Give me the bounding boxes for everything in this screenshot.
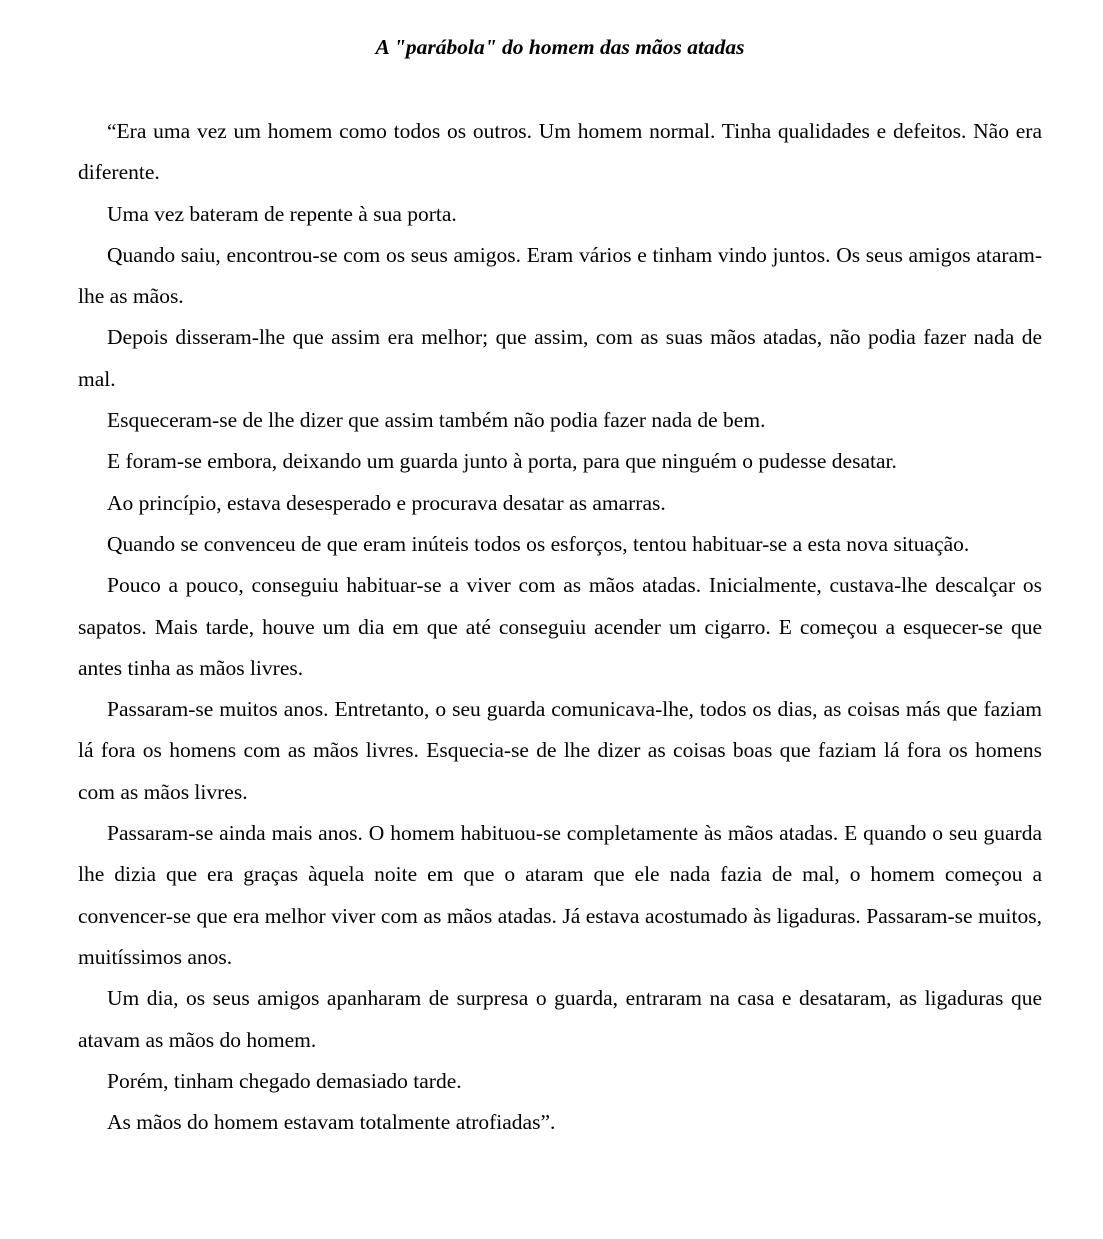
paragraph: Passaram-se muitos anos. Entretanto, o seu guarda comunicava-lhe, todos os dias, as coisas más que faziam lá fora os homens com as mãos livres. Esquecia-se de lhe dizer as coisas boas que faziam lá fora os homens com as mãos livres. xyxy=(78,697,1042,804)
paragraph: “Era uma vez um homem como todos os outros. Um homem normal. Tinha qualidades e defeitos. Não era diferente. xyxy=(78,119,1042,185)
paragraph: As mãos do homem estavam totalmente atrofiadas”. xyxy=(107,1110,556,1135)
paragraph: Uma vez bateram de repente à sua porta. xyxy=(107,201,457,226)
paragraph: Porém, tinham chegado demasiado tarde. xyxy=(107,1068,462,1093)
document-body xyxy=(78,111,1042,1143)
paragraph: Ao princípio, estava desesperado e procurava desatar as amarras. xyxy=(107,490,666,515)
paragraph: Depois disseram-lhe que assim era melhor; que assim, com as suas mãos atadas, não podia fazer nada de mal. xyxy=(78,325,1042,391)
paragraph: Um dia, os seus amigos apanharam de surpresa o guarda, entraram na casa e desataram, as ligaduras que atavam as mãos do homem. xyxy=(78,986,1042,1052)
paragraph: Quando saiu, encontrou-se com os seus amigos. Eram vários e tinham vindo juntos. Os seus amigos ataram-lhe as mãos. xyxy=(78,242,1042,309)
paragraph: E foram-se embora, deixando um guarda junto à porta, para que ninguém o pudesse desatar. xyxy=(107,449,897,474)
paragraph: Esqueceram-se de lhe dizer que assim também não podia fazer nada de bem. xyxy=(107,408,766,433)
paragraph: Quando se convenceu de que eram inúteis todos os esforços, tentou habituar-se a esta nova situação. xyxy=(107,531,970,556)
paragraph: Passaram-se ainda mais anos. O homem habituou-se completamente às mãos atadas. E quando o seu guarda lhe dizia que era graças àquela noite em que o ataram que ele nada fazia de mal, o homem começou a convencer-se que era melhor viver com as mãos atadas. Já estava acostumado às ligaduras. Passaram-se muitos, muitíssimos anos. xyxy=(78,821,1042,969)
paragraph: Pouco a pouco, conseguiu habituar-se a viver com as mãos atadas. Inicialmente, custava-lhe descalçar os sapatos. Mais tarde, houve um dia em que até conseguiu acender um cigarro. E começou a esquecer-se que antes tinha as mãos livres. xyxy=(78,573,1042,680)
document-title: A "parábola" do homem das mãos atadas xyxy=(375,35,745,59)
